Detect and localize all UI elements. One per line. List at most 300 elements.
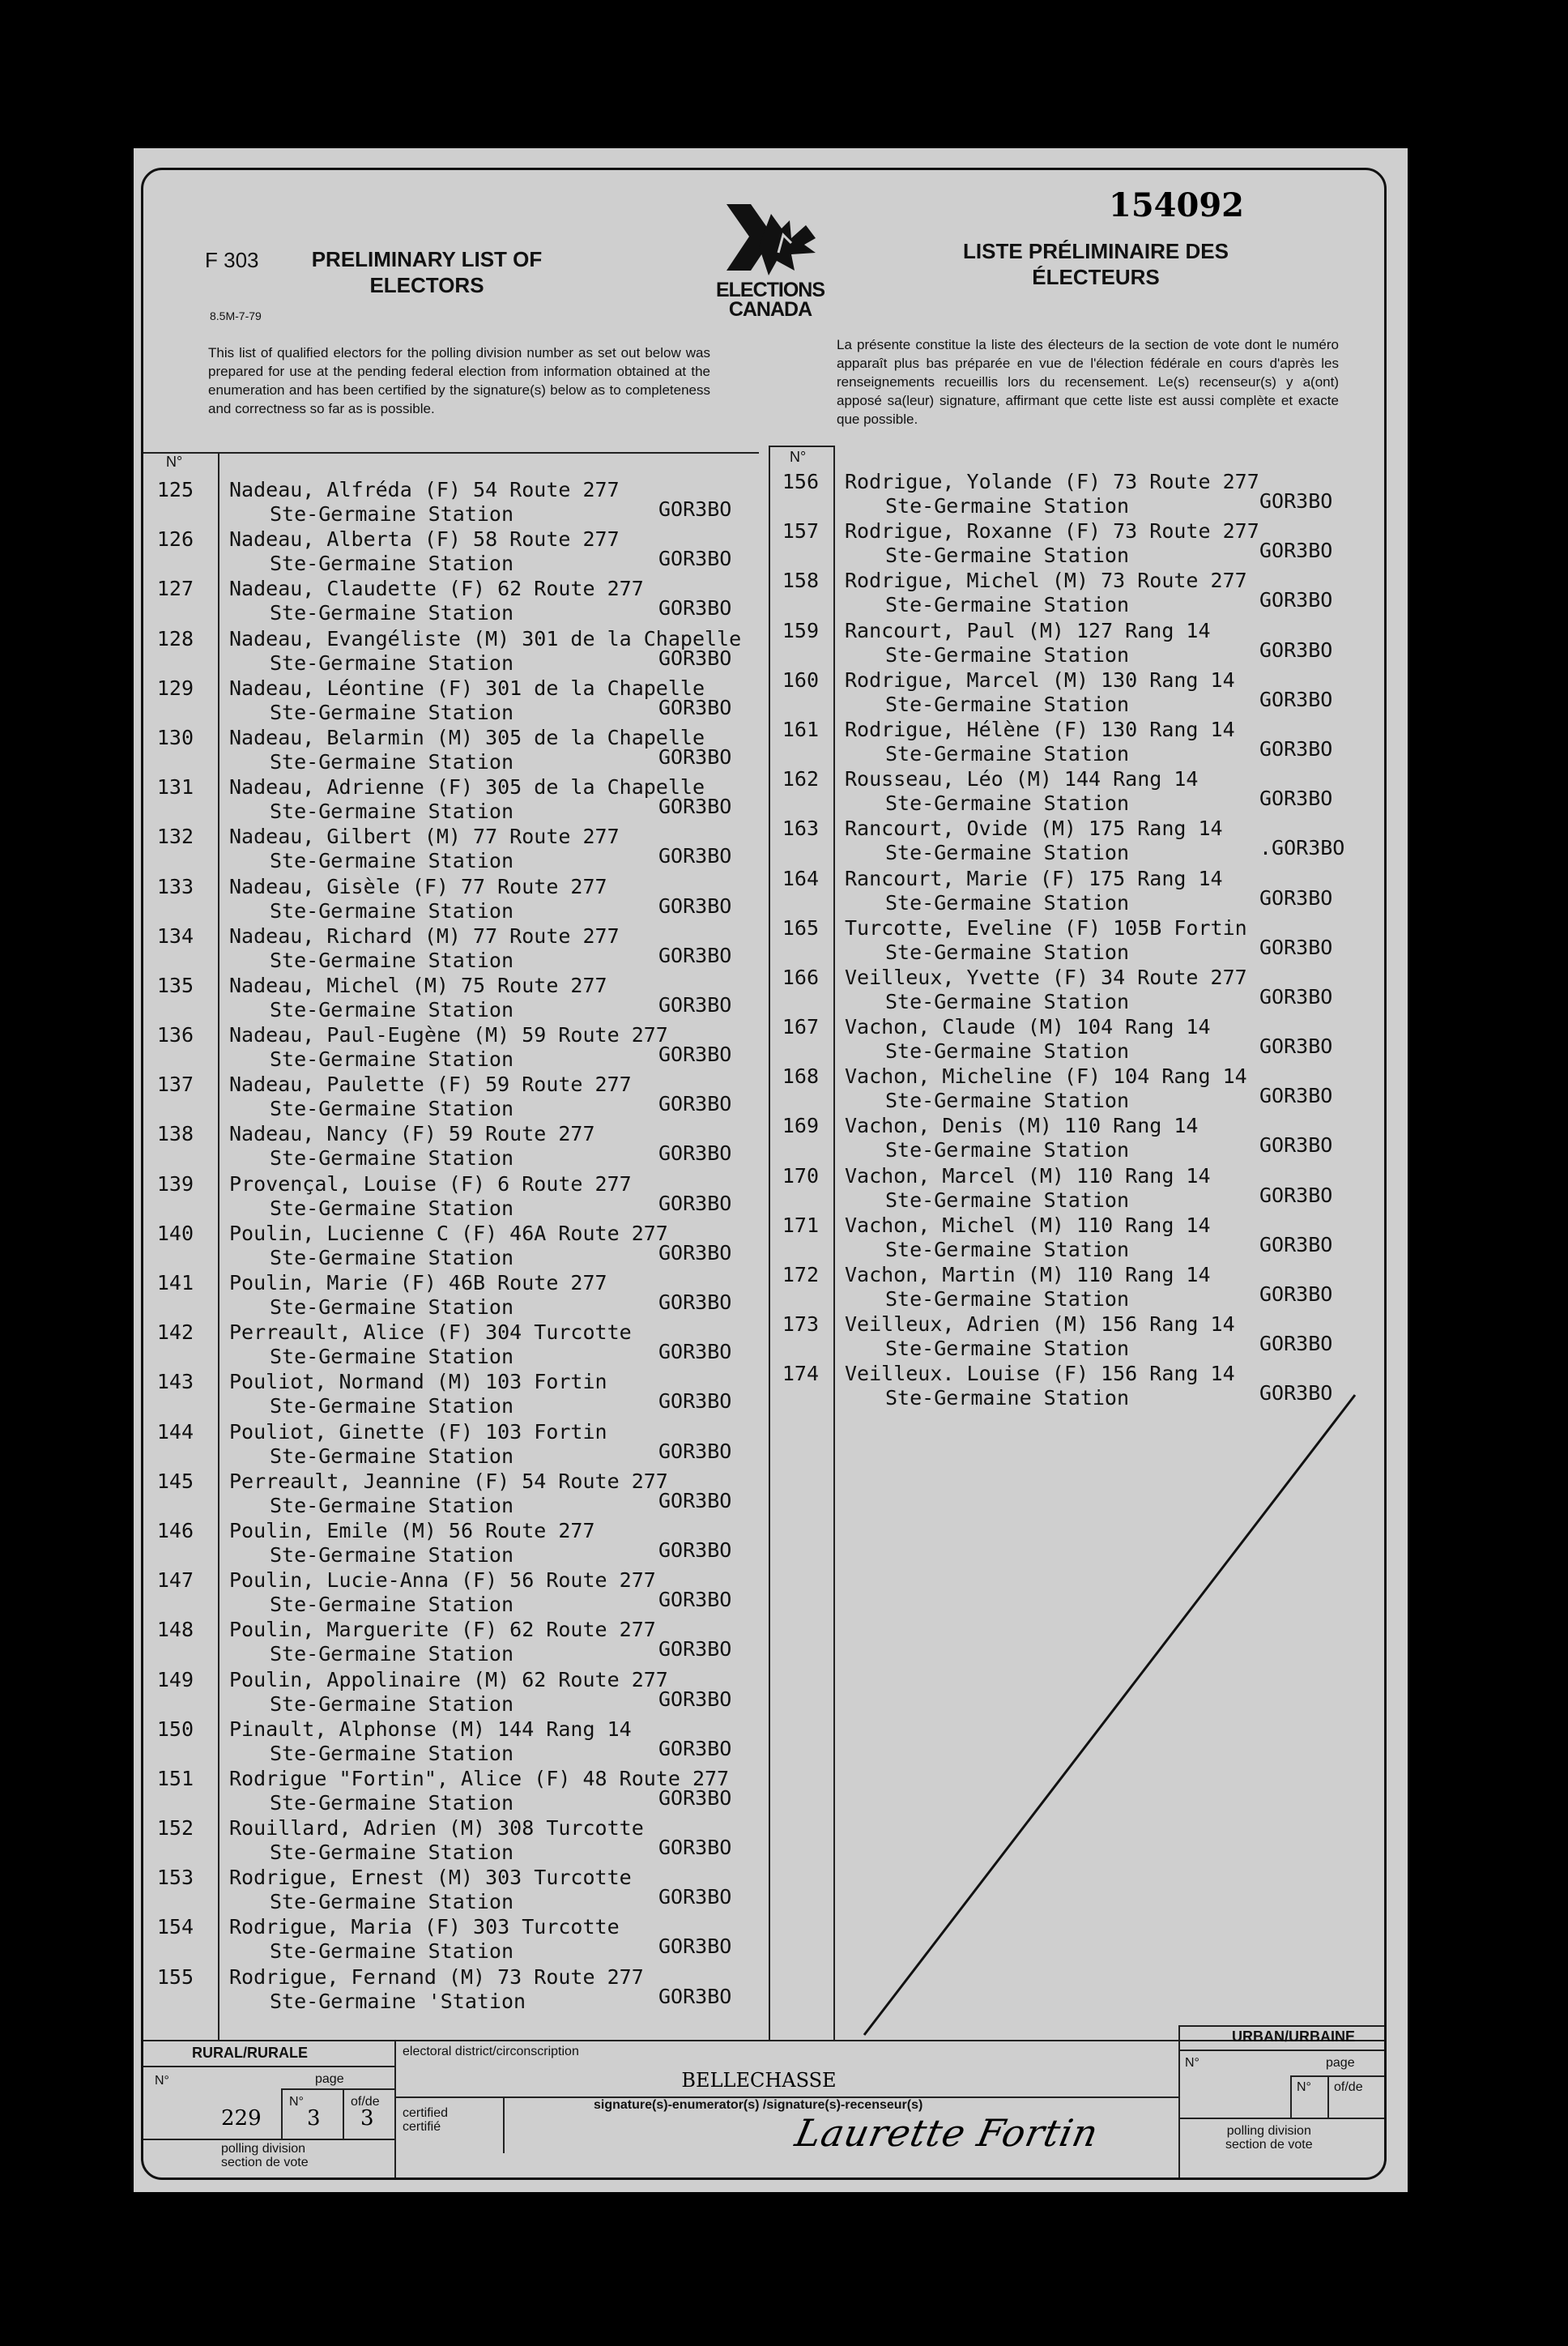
left-elector-list (143, 478, 769, 2015)
elector-locality: Ste-Germaine Station (885, 642, 1130, 667)
table-top-rule-left (143, 452, 759, 454)
elector-row (143, 1023, 769, 1073)
elector-name-address: Veilleux, Yvette (F) 34 Route 277 (845, 965, 1247, 989)
elector-locality: Ste-Germaine Station (270, 997, 514, 1022)
table-top-rule-right (769, 446, 833, 447)
elector-locality: Ste-Germaine Station (885, 741, 1130, 766)
elector-locality: Ste-Germaine Station (270, 700, 514, 724)
elector-number: 161 (782, 717, 819, 741)
elector-number: 168 (782, 1064, 819, 1089)
elector-locality: Ste-Germaine Station (885, 1138, 1130, 1162)
elector-postal-code: GOR3BO (1259, 687, 1333, 711)
elector-row (769, 1164, 1387, 1214)
elector-postal-code: GOR3BO (1259, 1332, 1333, 1356)
elector-row (143, 1717, 769, 1767)
elector-locality: Ste-Germaine Station (885, 890, 1130, 915)
rural-page-rule (281, 2088, 394, 2090)
elector-number: 149 (156, 1667, 194, 1691)
elector-locality: Ste-Germaine Station (885, 544, 1130, 568)
elector-locality: Ste-Germaine Station (885, 940, 1130, 964)
elector-number: 159 (782, 618, 819, 642)
elector-number: 133 (156, 874, 194, 898)
title-en-line1: PRELIMINARY LIST OF (311, 247, 543, 271)
elector-number: 135 (156, 973, 194, 997)
elector-row (143, 924, 769, 974)
footer-urban-header-rule (1178, 2050, 1387, 2051)
elector-row (143, 1965, 769, 2015)
elector-number: 155 (156, 1964, 194, 1989)
elector-postal-code: GOR3BO (1259, 935, 1333, 959)
elector-row (769, 867, 1387, 916)
elector-name-address: Rodrigue, Ernest (M) 303 Turcotte (229, 1866, 632, 1890)
urban-page-divider (1290, 2075, 1292, 2118)
elector-row (769, 966, 1387, 1015)
elector-name-address: Veilleux. Louise (F) 156 Rang 14 (845, 1362, 1235, 1386)
elector-locality: Ste-Germaine Station (270, 1245, 514, 1269)
elector-locality: Ste-Germaine Station (270, 1691, 514, 1716)
certified-label-fr: certifié (403, 2120, 441, 2134)
elector-postal-code: GOR3BO (658, 1885, 732, 1909)
elector-locality: Ste-Germaine Station (270, 1394, 514, 1418)
elector-locality: Ste-Germaine Station (885, 791, 1130, 816)
elector-row (769, 569, 1387, 618)
electoral-district-label: electoral district/circonscription (403, 2045, 579, 2058)
elector-locality: Ste-Germaine Station (270, 800, 514, 824)
rural-polling-division-label (221, 2142, 309, 2169)
elector-number: 169 (782, 1114, 819, 1138)
elector-row (769, 817, 1387, 866)
urban-page-rule (1290, 2075, 1387, 2077)
footer-rural-divider (394, 2040, 396, 2180)
print-code: 8.5M-7-79 (210, 309, 262, 322)
elector-postal-code: GOR3BO (658, 596, 732, 621)
elector-number: 136 (156, 1023, 194, 1047)
elector-name-address: Rousseau, Léo (M) 144 Rang 14 (845, 767, 1199, 791)
elector-name-address: Vachon, Micheline (F) 104 Rang 14 (845, 1064, 1247, 1089)
elector-number: 174 (782, 1362, 819, 1386)
elector-number: 150 (156, 1717, 194, 1741)
elector-name-address: Perreault, Alice (F) 304 Turcotte (229, 1320, 632, 1345)
elector-row (143, 1420, 769, 1469)
elector-name-address: Nadeau, Nancy (F) 59 Route 277 (229, 1122, 595, 1146)
elector-locality: Ste-Germaine 'Station (270, 1989, 526, 2013)
elector-row (143, 1618, 769, 1667)
elector-name-address: Vachon, Denis (M) 110 Rang 14 (845, 1114, 1199, 1138)
enumerator-signature: Laurette Fortin (791, 2111, 1103, 2155)
elector-row (769, 1214, 1387, 1263)
elector-name-address: Vachon, Martin (M) 110 Rang 14 (845, 1263, 1211, 1286)
title-fr-line1: LISTE PRÉLIMINAIRE DES (963, 239, 1229, 263)
elector-postal-code: GOR3BO (1259, 1183, 1333, 1207)
elector-locality: Ste-Germaine Station (270, 1444, 514, 1468)
elector-postal-code: GOR3BO (658, 795, 732, 819)
elector-name-address: Rouillard, Adrien (M) 308 Turcotte (229, 1816, 644, 1841)
elector-name-address: Nadeau, Gisèle (F) 77 Route 277 (229, 874, 607, 898)
elector-postal-code: GOR3BO (658, 1538, 732, 1562)
elector-locality: Ste-Germaine Station (270, 650, 514, 675)
urban-of-divider (1327, 2075, 1329, 2118)
elector-name-address: Pouliot, Normand (M) 103 Fortin (229, 1370, 607, 1394)
elector-name-address: Nadeau, Gilbert (M) 77 Route 277 (229, 825, 620, 849)
elector-name-address: Vachon, Michel (M) 110 Rang 14 (845, 1213, 1211, 1237)
right-elector-list (769, 470, 1387, 1412)
serial-number: 154092 (1109, 186, 1244, 224)
elector-locality: Ste-Germaine Station (885, 692, 1130, 716)
polling-division-number: 229 (221, 2106, 262, 2131)
elector-postal-code: GOR3BO (1259, 787, 1333, 811)
elector-name-address: Veilleux, Adrien (M) 156 Rang 14 (845, 1312, 1235, 1337)
signature-label: signature(s)-enumerator(s) /signature(s)-recenseur(s) (594, 2098, 923, 2112)
elector-name-address: Nadeau, Paulette (F) 59 Route 277 (229, 1073, 632, 1097)
rural-no-label: N° (155, 2074, 169, 2088)
elector-name-address: Nadeau, Evangéliste (M) 301 de la Chapelle (229, 626, 742, 650)
elector-postal-code: GOR3BO (658, 744, 732, 769)
certified-divider (503, 2096, 505, 2153)
elector-locality: Ste-Germaine Station (270, 898, 514, 923)
number-header-right: N° (790, 449, 807, 465)
elector-name-address: Nadeau, Belarmin (M) 305 de la Chapelle (229, 725, 705, 749)
elector-locality: Ste-Germaine Station (270, 1939, 514, 1964)
elector-row (769, 767, 1387, 817)
elector-row (143, 627, 769, 676)
elector-row (769, 668, 1387, 718)
elector-name-address: Nadeau, Léontine (F) 301 de la Chapelle (229, 676, 705, 700)
elector-postal-code: GOR3BO (658, 1191, 732, 1215)
rural-polling-label-en: polling division (221, 2142, 306, 2156)
elector-name-address: Pinault, Alphonse (M) 144 Rang 14 (229, 1717, 632, 1741)
elector-postal-code: GOR3BO (658, 1290, 732, 1314)
elector-postal-code: GOR3BO (1259, 539, 1333, 563)
elector-number: 137 (156, 1073, 194, 1097)
elector-number: 145 (156, 1469, 194, 1493)
elector-name-address: Nadeau, Claudette (F) 62 Route 277 (229, 577, 644, 601)
elector-postal-code: GOR3BO (658, 1439, 732, 1463)
logo-text-elections: ELECTIONS (715, 279, 825, 301)
elector-locality: Ste-Germaine Station (885, 1188, 1130, 1212)
urban-polling-label-en: polling division (1226, 2124, 1311, 2138)
page-number: 3 (307, 2106, 321, 2131)
electoral-district-value: BELLECHASSE (681, 2069, 837, 2092)
elector-row (769, 916, 1387, 966)
elector-locality: Ste-Germaine Station (885, 1237, 1130, 1261)
elector-row (143, 1222, 769, 1271)
elector-name-address: Rodrigue, Michel (M) 73 Route 277 (845, 569, 1247, 593)
elector-postal-code: GOR3BO (658, 1340, 732, 1364)
maple-leaf-x-icon (694, 196, 848, 285)
elector-locality: Ste-Germaine Station (270, 1196, 514, 1220)
elector-row (143, 1172, 769, 1222)
elector-number: 156 (782, 470, 819, 493)
elector-postal-code: GOR3BO (1259, 489, 1333, 513)
rural-polling-label-fr: section de vote (221, 2156, 309, 2169)
elector-row (143, 676, 769, 726)
title-fr-line2: ÉLECTEURS (1032, 265, 1160, 289)
elector-postal-code: GOR3BO (1259, 1034, 1333, 1059)
elector-locality: Ste-Germaine Station (885, 1337, 1130, 1361)
elector-locality: Ste-Germaine Station (270, 1741, 514, 1765)
elector-number: 164 (782, 866, 819, 890)
elector-postal-code: GOR3BO (658, 1092, 732, 1116)
intro-french: La présente constitue la liste des électeurs de la section de vote dont le numéro apparaît plus bas préparée en vue de l'élection fédérale en cours d'après les renseignements recueillis lors du recensement. Le(s) recenseur(s) y a(ont) apposé sa(leur) signature, affirmant que cette liste est aussi complète et exacte que possible. (837, 337, 1339, 427)
elector-name-address: Poulin, Marguerite (F) 62 Route 277 (229, 1618, 656, 1642)
elector-name-address: Poulin, Lucie-Anna (F) 56 Route 277 (229, 1568, 656, 1593)
logo-text-canada: CANADA (728, 298, 812, 321)
elector-name-address: Rancourt, Paul (M) 127 Rang 14 (845, 618, 1211, 642)
elector-postal-code: GOR3BO (658, 497, 732, 521)
elector-locality: Ste-Germaine Station (270, 1345, 514, 1369)
elector-postal-code: GOR3BO (658, 1389, 732, 1414)
elector-number: 134 (156, 923, 194, 948)
elector-name-address: Rodrigue, Roxanne (F) 73 Route 277 (845, 519, 1259, 544)
elector-number: 144 (156, 1419, 194, 1444)
elector-row (769, 1263, 1387, 1312)
elector-name-address: Nadeau, Paul-Eugène (M) 59 Route 277 (229, 1023, 668, 1047)
elector-name-address: Rancourt, Marie (F) 175 Rang 14 (845, 866, 1223, 890)
elections-canada-logo (694, 196, 848, 321)
elector-row (143, 1668, 769, 1717)
elector-number: 158 (782, 569, 819, 593)
elector-number: 126 (156, 527, 194, 552)
rural-no-small-label: N° (289, 2095, 304, 2109)
elector-number: 147 (156, 1568, 194, 1593)
footer-top-rule (143, 2040, 1387, 2041)
elector-locality: Ste-Germaine Station (270, 849, 514, 873)
elector-locality: Ste-Germaine Station (885, 989, 1130, 1013)
elector-postal-code: GOR3BO (658, 992, 732, 1017)
form-code: F 303 (205, 248, 259, 272)
elector-locality: Ste-Germaine Station (885, 1089, 1130, 1113)
elector-row (143, 1122, 769, 1171)
elector-number: 141 (156, 1271, 194, 1295)
elector-name-address: Perreault, Jeannine (F) 54 Route 277 (229, 1469, 668, 1493)
elector-name-address: Poulin, Lucienne C (F) 46A Route 277 (229, 1221, 668, 1245)
elector-locality: Ste-Germaine Station (270, 948, 514, 972)
elector-number: 132 (156, 825, 194, 849)
form-frame (141, 168, 1387, 2180)
elector-row (769, 519, 1387, 569)
urban-of-label: of/de (1334, 2080, 1363, 2094)
elector-name-address: Rodrigue, Hélène (F) 130 Rang 14 (845, 717, 1235, 741)
urban-label: URBAN/URBAINE (1232, 2028, 1355, 2045)
elector-postal-code: GOR3BO (658, 1687, 732, 1711)
elector-number: 154 (156, 1915, 194, 1939)
elector-postal-code: GOR3BO (1259, 885, 1333, 910)
elector-number: 167 (782, 1015, 819, 1039)
title-english (305, 246, 548, 298)
elector-postal-code: .GOR3BO (1259, 836, 1345, 860)
elector-number: 148 (156, 1618, 194, 1642)
urban-polling-label-fr: section de vote (1225, 2138, 1313, 2152)
elector-locality: Ste-Germaine Station (270, 749, 514, 774)
elector-name-address: Rodrigue, Yolande (F) 73 Route 277 (845, 470, 1259, 493)
elector-row (143, 974, 769, 1023)
title-french (926, 238, 1266, 290)
elector-locality: Ste-Germaine Station (885, 1039, 1130, 1064)
elector-row (143, 1370, 769, 1419)
elector-name-address: Provençal, Louise (F) 6 Route 277 (229, 1171, 632, 1196)
elector-locality: Ste-Germaine Station (270, 1890, 514, 1914)
elector-row (769, 1064, 1387, 1114)
certified-label-en: certified (403, 2106, 449, 2120)
elector-locality: Ste-Germaine Station (885, 1287, 1130, 1311)
elector-postal-code: GOR3BO (658, 1043, 732, 1067)
elector-postal-code: GOR3BO (658, 1240, 732, 1265)
elector-row (143, 577, 769, 626)
elector-number: 173 (782, 1312, 819, 1337)
elector-name-address: Vachon, Claude (M) 104 Rang 14 (845, 1015, 1211, 1039)
cancellation-line (856, 1393, 1358, 2041)
elector-name-address: Poulin, Emile (M) 56 Route 277 (229, 1518, 595, 1542)
elector-number: 172 (782, 1263, 819, 1286)
elector-postal-code: GOR3BO (1259, 984, 1333, 1009)
elector-postal-code: GOR3BO (658, 547, 732, 571)
elector-locality: Ste-Germaine Station (270, 1841, 514, 1865)
elector-locality: Ste-Germaine Station (270, 1146, 514, 1171)
elector-postal-code: GOR3BO (658, 1588, 732, 1612)
elector-locality: Ste-Germaine Station (270, 1493, 514, 1517)
elector-postal-code: GOR3BO (1259, 1232, 1333, 1256)
elector-postal-code: GOR3BO (658, 1736, 732, 1760)
urban-no-small-label: N° (1297, 2080, 1311, 2094)
elector-number: 146 (156, 1518, 194, 1542)
elector-row (143, 1915, 769, 1964)
elector-row (143, 1866, 769, 1915)
elector-row (769, 1015, 1387, 1064)
rural-bottom-rule (143, 2139, 394, 2140)
elector-name-address: Rodrigue, Maria (F) 303 Turcotte (229, 1915, 620, 1939)
elector-row (143, 1568, 769, 1618)
elector-number: 142 (156, 1320, 194, 1345)
elector-postal-code: GOR3BO (1259, 588, 1333, 612)
elector-row (143, 1469, 769, 1519)
elector-locality: Ste-Germaine Station (885, 841, 1130, 865)
elector-name-address: Nadeau, Alberta (F) 58 Route 277 (229, 527, 620, 552)
elector-postal-code: GOR3BO (658, 943, 732, 967)
elector-name-address: Rodrigue "Fortin", Alice (F) 48 Route 277 (229, 1766, 730, 1790)
elector-row (769, 470, 1387, 519)
elector-postal-code: GOR3BO (658, 1984, 732, 2008)
elector-locality: Ste-Germaine Station (270, 1790, 514, 1815)
rural-page-divider (281, 2088, 283, 2139)
intro-english: This list of qualified electors for the polling division number as set out below was prepared for use at the pending federal election from information obtained at the enumeration and has been certified by the signature(s) below as to completeness and correctness so far as is possible. (208, 345, 710, 416)
elector-name-address: Rancourt, Ovide (M) 175 Rang 14 (845, 817, 1223, 841)
elector-name-address: Rodrigue, Marcel (M) 130 Rang 14 (845, 668, 1235, 692)
elector-postal-code: GOR3BO (1259, 1381, 1333, 1405)
rural-of-label: of/de (351, 2095, 380, 2109)
elector-name-address: Poulin, Marie (F) 46B Route 277 (229, 1271, 607, 1295)
elector-postal-code: GOR3BO (658, 1141, 732, 1166)
elector-locality: Ste-Germaine Station (885, 1386, 1130, 1410)
urban-page-label: page (1326, 2056, 1355, 2070)
elector-number: 128 (156, 626, 194, 650)
elector-number: 151 (156, 1766, 194, 1790)
elector-name-address: Turcotte, Eveline (F) 105B Fortin (845, 915, 1247, 940)
elector-name-address: Poulin, Appolinaire (M) 62 Route 277 (229, 1667, 668, 1691)
elector-name-address: Pouliot, Ginette (F) 103 Fortin (229, 1419, 607, 1444)
title-en-line2: ELECTORS (369, 273, 484, 297)
elector-postal-code: GOR3BO (658, 1836, 732, 1860)
elector-row (143, 726, 769, 775)
elector-number: 153 (156, 1866, 194, 1890)
elector-row (143, 825, 769, 874)
elector-postal-code: GOR3BO (658, 695, 732, 719)
elector-row (769, 619, 1387, 668)
elector-row (143, 1073, 769, 1122)
elector-locality: Ste-Germaine Station (270, 1642, 514, 1666)
footer-urban-divider (1178, 2025, 1180, 2180)
elector-row (143, 1271, 769, 1320)
elector-name-address: Nadeau, Michel (M) 75 Route 277 (229, 973, 607, 997)
elector-number: 140 (156, 1221, 194, 1245)
urban-bottom-rule (1178, 2118, 1387, 2119)
elector-postal-code: GOR3BO (1259, 1084, 1333, 1108)
elector-number: 129 (156, 676, 194, 700)
elector-locality: Ste-Germaine Station (885, 494, 1130, 518)
elector-number: 157 (782, 519, 819, 544)
elector-row (143, 775, 769, 825)
elector-number: 125 (156, 478, 194, 501)
rural-page-label: page (315, 2072, 344, 2086)
elector-number: 138 (156, 1122, 194, 1146)
urban-polling-division-label (1225, 2124, 1313, 2152)
elector-number: 170 (782, 1163, 819, 1188)
elector-number: 127 (156, 577, 194, 601)
elector-number: 165 (782, 915, 819, 940)
elector-postal-code: GOR3BO (658, 1488, 732, 1512)
elector-number: 131 (156, 775, 194, 800)
elector-number: 160 (782, 668, 819, 692)
elector-postal-code: GOR3BO (658, 1785, 732, 1810)
elector-postal-code: GOR3BO (658, 894, 732, 918)
elector-row (143, 478, 769, 527)
page-total: 3 (360, 2106, 374, 2131)
elector-postal-code: GOR3BO (1259, 1282, 1333, 1306)
elector-number: 163 (782, 817, 819, 841)
elector-locality: Ste-Germaine Station (270, 1047, 514, 1072)
elector-number: 143 (156, 1370, 194, 1394)
elector-postal-code: GOR3BO (658, 844, 732, 868)
elector-row (769, 1114, 1387, 1163)
footer-rural-header-rule (143, 2066, 394, 2067)
number-header-left: N° (166, 454, 183, 470)
elector-number: 166 (782, 965, 819, 989)
footer-urban-top-rule (1178, 2025, 1387, 2027)
elector-row (143, 1519, 769, 1568)
elector-locality: Ste-Germaine Station (270, 1542, 514, 1567)
elector-number: 152 (156, 1816, 194, 1841)
elector-name-address: Nadeau, Richard (M) 77 Route 277 (229, 923, 620, 948)
elector-row (143, 1816, 769, 1866)
elector-row (143, 1320, 769, 1370)
elector-locality: Ste-Germaine Station (270, 1097, 514, 1121)
elector-locality: Ste-Germaine Station (270, 601, 514, 625)
elector-number: 162 (782, 767, 819, 791)
elector-row (769, 718, 1387, 767)
elector-name-address: Nadeau, Adrienne (F) 305 de la Chapelle (229, 775, 705, 800)
elector-number: 139 (156, 1171, 194, 1196)
elector-row (143, 527, 769, 577)
elector-number: 130 (156, 725, 194, 749)
elector-locality: Ste-Germaine Station (270, 1593, 514, 1617)
rural-of-divider (343, 2088, 344, 2139)
elector-number: 171 (782, 1213, 819, 1237)
elector-row (769, 1312, 1387, 1362)
elector-locality: Ste-Germaine Station (885, 593, 1130, 617)
elector-postal-code: GOR3BO (1259, 1133, 1333, 1158)
elector-row (143, 875, 769, 924)
elector-name-address: Rodrigue, Fernand (M) 73 Route 277 (229, 1964, 644, 1989)
elector-postal-code: GOR3BO (1259, 736, 1333, 761)
